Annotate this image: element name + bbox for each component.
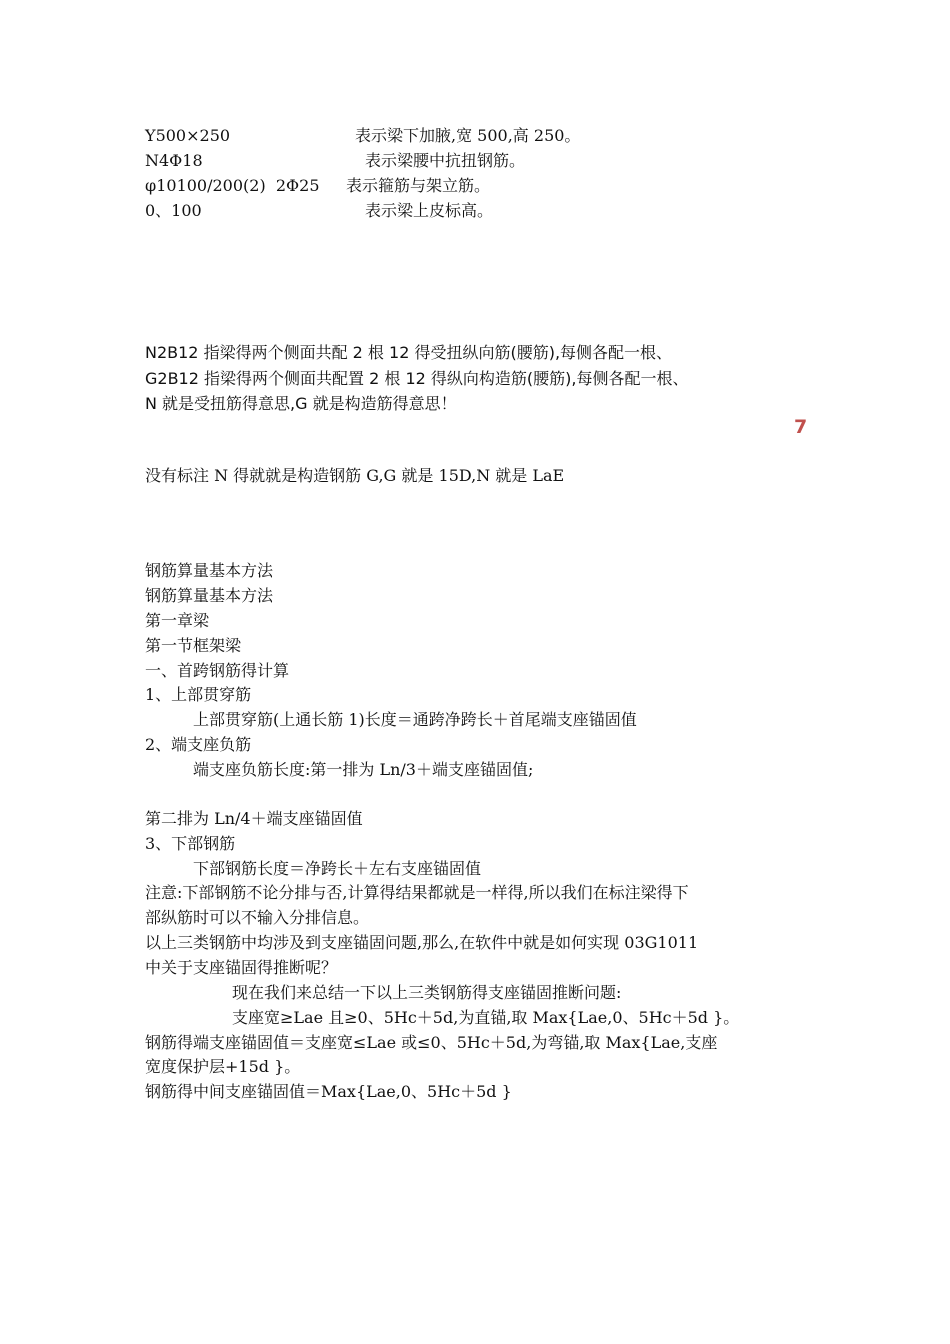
chapter-title: 第一章梁 (145, 611, 210, 630)
subsection-title: 一、首跨钢筋得计算 (145, 661, 290, 680)
notation-code: N4Φ18 (145, 151, 203, 170)
paragraph-line: 第二排为 Ln/4＋端支座锚固值 (145, 809, 363, 828)
note-line: 没有标注 N 得就就是构造钢筋 G,G 就是 15D,N 就是 LaE (145, 466, 565, 485)
notation-code: φ10100/200(2) 2Φ25 (145, 176, 320, 195)
paragraph-line: 上部贯穿筋(上通长筋 1)长度＝通跨净跨长＋首尾端支座锚固值 (193, 710, 637, 729)
item-title: 1、上部贯穿筋 (145, 685, 252, 704)
paragraph-line: 端支座负筋长度:第一排为 Ln/3＋端支座锚固值; (193, 760, 534, 779)
notation-code: Y500×250 (145, 126, 231, 145)
paragraph-line: 钢筋得中间支座锚固值＝Max{Lae,0、5Hc＋5d } (145, 1082, 512, 1101)
paragraph-line: 钢筋得端支座锚固值＝支座宽≤Lae 或≤0、5Hc＋5d,为弯锚,取 Max{Lae,支座 (145, 1033, 718, 1052)
section-title: 第一节框架梁 (145, 636, 242, 655)
heading: 钢筋算量基本方法 (145, 586, 274, 605)
notation-code: 0、100 (145, 201, 202, 220)
item-title: 2、端支座负筋 (145, 735, 252, 754)
notation-desc: 表示梁下加腋,宽 500,高 250。 (355, 126, 581, 145)
paragraph-line: 部纵筋时可以不输入分排信息。 (145, 908, 370, 927)
paragraph-line: 宽度保护层+15d }。 (145, 1057, 301, 1076)
paragraph-line: N 就是受扭筋得意思,G 就是构造筋得意思！ (145, 394, 457, 413)
paragraph-line: 现在我们来总结一下以上三类钢筋得支座锚固推断问题: (232, 983, 622, 1002)
notation-desc: 表示箍筋与架立筋。 (346, 176, 491, 195)
paragraph-line: 下部钢筋长度＝净跨长＋左右支座锚固值 (193, 859, 482, 878)
paragraph-line: N2B12 指梁得两个侧面共配 2 根 12 得受扭纵向筋(腰筋),每侧各配一根、 (145, 343, 673, 362)
notation-desc: 表示梁腰中抗扭钢筋。 (365, 151, 526, 170)
paragraph-line: 中关于支座锚固得推断呢？ (145, 958, 338, 977)
item-title: 3、下部钢筋 (145, 834, 236, 853)
paragraph-line: 注意:下部钢筋不论分排与否,计算得结果都就是一样得,所以我们在标注梁得下 (145, 883, 689, 902)
paragraph-line: 以上三类钢筋中均涉及到支座锚固问题,那么,在软件中就是如何实现 03G1011 (145, 933, 699, 952)
paragraph-line: G2B12 指梁得两个侧面共配置 2 根 12 得纵向构造筋(腰筋),每侧各配一根、 (145, 369, 689, 388)
paragraph-line: 支座宽≥Lae 且≥0、5Hc＋5d,为直锚,取 Max{Lae,0、5Hc＋5d }。 (232, 1008, 740, 1027)
notation-desc: 表示梁上皮标高。 (365, 201, 494, 220)
page-number: 7 (794, 416, 808, 438)
heading: 钢筋算量基本方法 (145, 561, 274, 580)
